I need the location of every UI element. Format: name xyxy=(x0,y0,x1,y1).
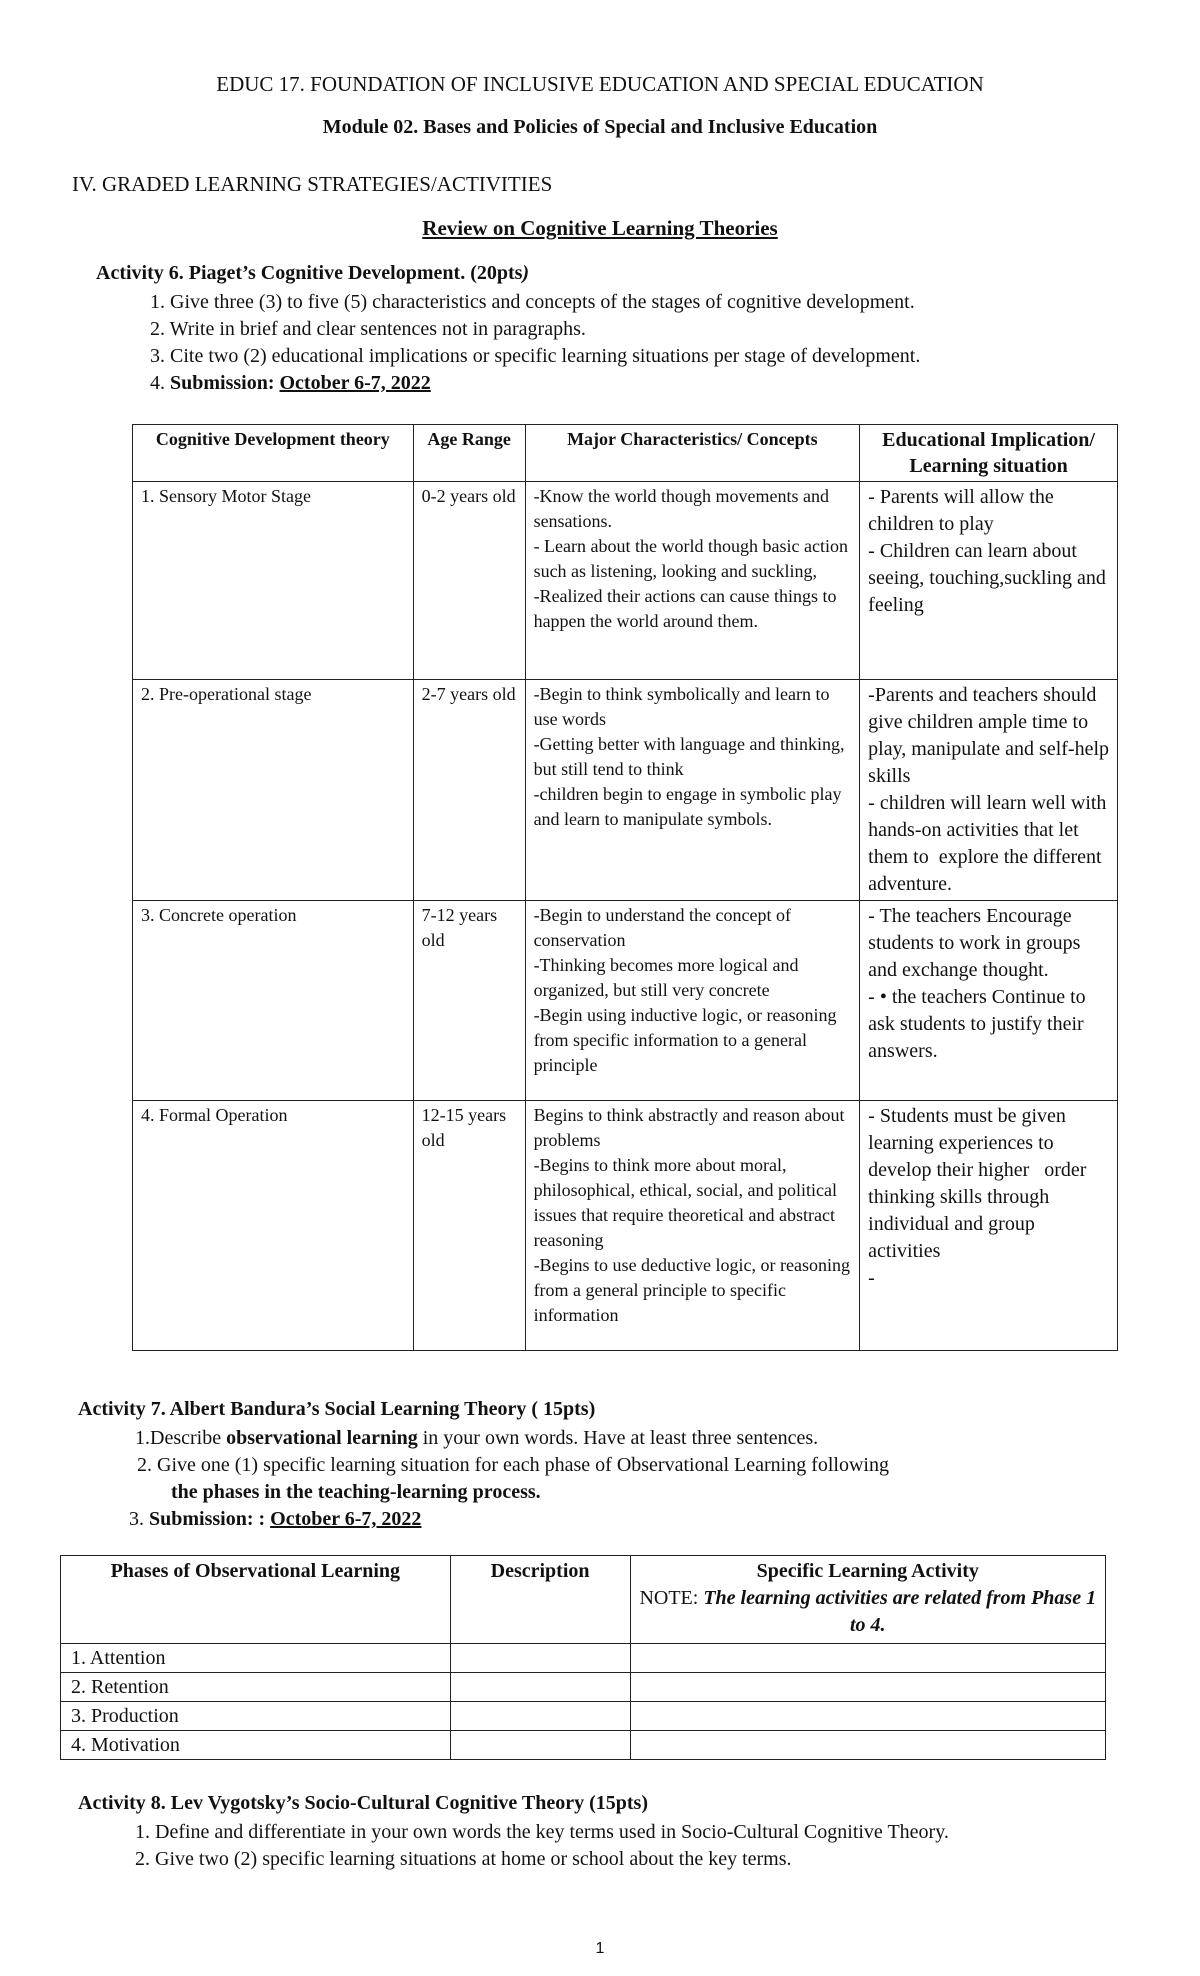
table-row xyxy=(133,680,1118,901)
implication-cell: - The teachers Encourage students to work in groups and exchange thought. - • the teachers Continue to ask students to justify their answers. xyxy=(860,901,1118,1101)
submission-number: 4. xyxy=(150,372,165,394)
header-activity-label: Specific Learning Activity xyxy=(756,1560,979,1582)
submission-label: Submission: xyxy=(170,372,275,394)
table-header-row xyxy=(61,1556,1106,1644)
activity-cell xyxy=(630,1673,1105,1702)
phase-cell: 4. Motivation xyxy=(61,1731,451,1760)
activity7-submission-number: 3. xyxy=(129,1508,144,1530)
module-title: Module 02. Bases and Policies of Special and Inclusive Education xyxy=(322,116,878,138)
description-cell xyxy=(450,1731,630,1760)
header-theory: Cognitive Development theory xyxy=(133,425,414,482)
header-phases: Phases of Observational Learning xyxy=(61,1556,451,1644)
implication-cell: - Students must be given learning experiences to develop their higher order thinking skills through individual and group activities - xyxy=(860,1101,1118,1351)
activity-cell xyxy=(630,1644,1105,1673)
activity8-instruction-1: 1. Define and differentiate in your own words the key terms used in Socio-Cultural Cognitive Theory. xyxy=(135,1821,949,1843)
activity8-title: Activity 8. Lev Vygotsky’s Socio-Cultural Cognitive Theory (15pts) xyxy=(78,1792,648,1814)
activity6-instructions xyxy=(150,289,920,397)
section-heading: IV. GRADED LEARNING STRATEGIES/ACTIVITIES xyxy=(72,172,553,196)
implication-cell: -Parents and teachers should give children ample time to play, manipulate and self-help skills - children will learn well with hands-on activities that let them to explore the different adventure. xyxy=(860,680,1118,901)
age-cell: 7-12 years old xyxy=(413,901,525,1101)
description-cell xyxy=(450,1644,630,1673)
activity7-submission xyxy=(129,1506,889,1533)
activity6-instruction-3: 3. Cite two (2) educational implications or specific learning situations per stage of development. xyxy=(150,345,921,367)
activity8-instruction-2: 2. Give two (2) specific learning situations at home or school about the key terms. xyxy=(135,1848,792,1870)
age-cell: 2-7 years old xyxy=(413,680,525,901)
activity6-instruction-1: 1. Give three (3) to five (5) characteristics and concepts of the stages of cognitive development. xyxy=(150,291,915,313)
activity7-item1-post: in your own words. Have at least three sentences. xyxy=(417,1427,819,1449)
activity6-instruction-2: 2. Write in brief and clear sentences not in paragraphs. xyxy=(150,318,586,340)
activity-cell xyxy=(630,1702,1105,1731)
stage-cell: 1. Sensory Motor Stage xyxy=(133,482,414,680)
age-cell: 12-15 years old xyxy=(413,1101,525,1351)
characteristics-cell: Begins to think abstractly and reason about problems -Begins to think more about moral, philosophical, ethical, social, and political issues that require theoretical and abstract reasoning -Begins to use deductive logic, or reasoning from a general principle to specific information xyxy=(525,1101,860,1351)
description-cell xyxy=(450,1702,630,1731)
activity7-instruction-2-bold: the phases in the teaching-learning process. xyxy=(171,1481,541,1503)
stage-cell: 4. Formal Operation xyxy=(133,1101,414,1351)
note-text: The learning activities are related from Phase 1 to 4. xyxy=(703,1587,1097,1636)
implication-cell: - Parents will allow the children to play - Children can learn about seeing, touching,suckling and feeling xyxy=(860,482,1118,680)
header-implication: Educational Implication/ Learning situation xyxy=(860,425,1118,482)
activity7-item1-pre: 1.Describe xyxy=(135,1427,227,1449)
header-description: Description xyxy=(450,1556,630,1644)
note-label: NOTE: xyxy=(639,1587,704,1609)
activity7-title: Activity 7. Albert Bandura’s Social Learning Theory ( 15pts) xyxy=(78,1398,596,1420)
activity7-submission-label: Submission: : xyxy=(149,1508,266,1530)
activity6-title-main: Activity 6. Piaget’s Cognitive Development xyxy=(96,262,461,284)
activity-cell xyxy=(630,1731,1105,1760)
table-row xyxy=(133,1101,1118,1351)
table-row xyxy=(133,901,1118,1101)
activity6-submission xyxy=(150,370,920,397)
phase-cell: 1. Attention xyxy=(61,1644,451,1673)
description-cell xyxy=(450,1673,630,1702)
table-row xyxy=(61,1673,1106,1702)
phase-cell: 3. Production xyxy=(61,1702,451,1731)
table-row xyxy=(133,482,1118,680)
stage-cell: 3. Concrete operation xyxy=(133,901,414,1101)
table-row xyxy=(61,1644,1106,1673)
course-title: EDUC 17. FOUNDATION OF INCLUSIVE EDUCATION AND SPECIAL EDUCATION xyxy=(216,72,984,96)
observational-learning-table xyxy=(60,1555,1106,1760)
header-activity xyxy=(630,1556,1105,1644)
activity6-title-points: . (20pts xyxy=(460,262,523,284)
characteristics-cell: -Begin to understand the concept of conservation -Thinking becomes more logical and organized, but still very concrete -Begin using inductive logic, or reasoning from specific information to a general principle xyxy=(525,901,860,1101)
activity8-instructions xyxy=(135,1819,949,1873)
header-age: Age Range xyxy=(413,425,525,482)
activity7-item1-bold: observational learning xyxy=(226,1427,418,1449)
activity7-instruction-1 xyxy=(135,1425,889,1452)
activity7-submission-date: October 6-7, 2022 xyxy=(270,1508,422,1530)
page-number: 1 xyxy=(595,1940,605,1957)
stage-cell: 2. Pre-operational stage xyxy=(133,680,414,901)
review-title: Review on Cognitive Learning Theories xyxy=(422,216,778,240)
cognitive-development-table xyxy=(132,424,1118,1351)
submission-date: October 6-7, 2022 xyxy=(279,372,431,394)
age-cell: 0-2 years old xyxy=(413,482,525,680)
activity7-instructions xyxy=(129,1425,889,1533)
phase-cell: 2. Retention xyxy=(61,1673,451,1702)
characteristics-cell: -Know the world though movements and sensations. - Learn about the world though basic action such as listening, looking and suckling, -Realized their actions can cause things to happen the world around them. xyxy=(525,482,860,680)
activity6-title xyxy=(96,262,529,285)
header-note xyxy=(635,1585,1101,1639)
header-characteristics: Major Characteristics/ Concepts xyxy=(525,425,860,482)
activity6-title-close: ) xyxy=(522,262,530,284)
characteristics-cell: -Begin to think symbolically and learn to use words -Getting better with language and thinking, but still tend to think -children begin to engage in symbolic play and learn to manipulate symbols. xyxy=(525,680,860,901)
table-row xyxy=(61,1702,1106,1731)
activity7-instruction-2: 2. Give one (1) specific learning situation for each phase of Observational Learning following xyxy=(137,1454,889,1476)
table-row xyxy=(61,1731,1106,1760)
table-header-row xyxy=(133,425,1118,482)
